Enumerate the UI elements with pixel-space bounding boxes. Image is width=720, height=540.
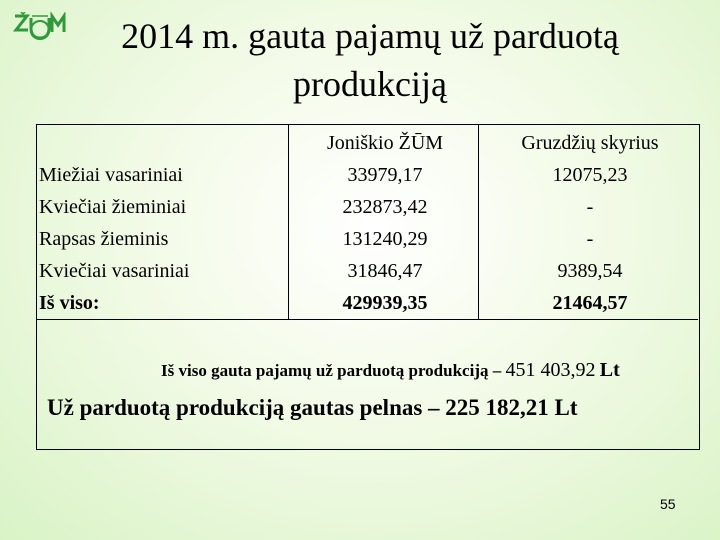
profit-line: Už parduotą produkciją gautas pelnas – 225 182,21 Lt	[47, 395, 578, 420]
total-label: Iš viso:	[39, 292, 100, 314]
income-currency: Lt	[599, 359, 620, 381]
total-income-line	[161, 359, 620, 382]
income-table	[36, 124, 700, 450]
table-cell: -	[586, 228, 594, 250]
row-label: Kviečiai žieminiai	[39, 196, 187, 218]
table-cell: 232873,42	[342, 196, 428, 218]
table-cell: -	[586, 196, 594, 218]
column-header-gruzdziai: Gruzdžių skyrius	[521, 132, 659, 154]
income-label: Iš viso gauta pajamų už parduotą produkciją –	[161, 361, 502, 380]
table-cell: 131240,29	[342, 228, 428, 250]
zum-logo	[12, 12, 68, 50]
row-label: Kviečiai vasariniai	[39, 260, 190, 282]
income-amount: 451 403,92	[505, 359, 596, 381]
page-title: 2014 m. gauta pajamų už parduotą produkciją	[121, 16, 619, 104]
table-cell: 12075,23	[552, 164, 628, 186]
table-cell: 9389,54	[557, 260, 623, 282]
total-cell: 429939,35	[342, 292, 428, 314]
row-label: Rapsas žieminis	[39, 228, 169, 250]
page-number: 55	[660, 496, 676, 512]
table-bottom-rule	[37, 319, 698, 320]
table-cell: 31846,47	[347, 260, 423, 282]
row-label: Miežiai vasariniai	[39, 164, 183, 186]
table-cell: 33979,17	[347, 164, 423, 186]
column-header-joniskis: Joniškio ŽŪM	[326, 132, 444, 154]
total-cell: 21464,57	[552, 292, 628, 314]
